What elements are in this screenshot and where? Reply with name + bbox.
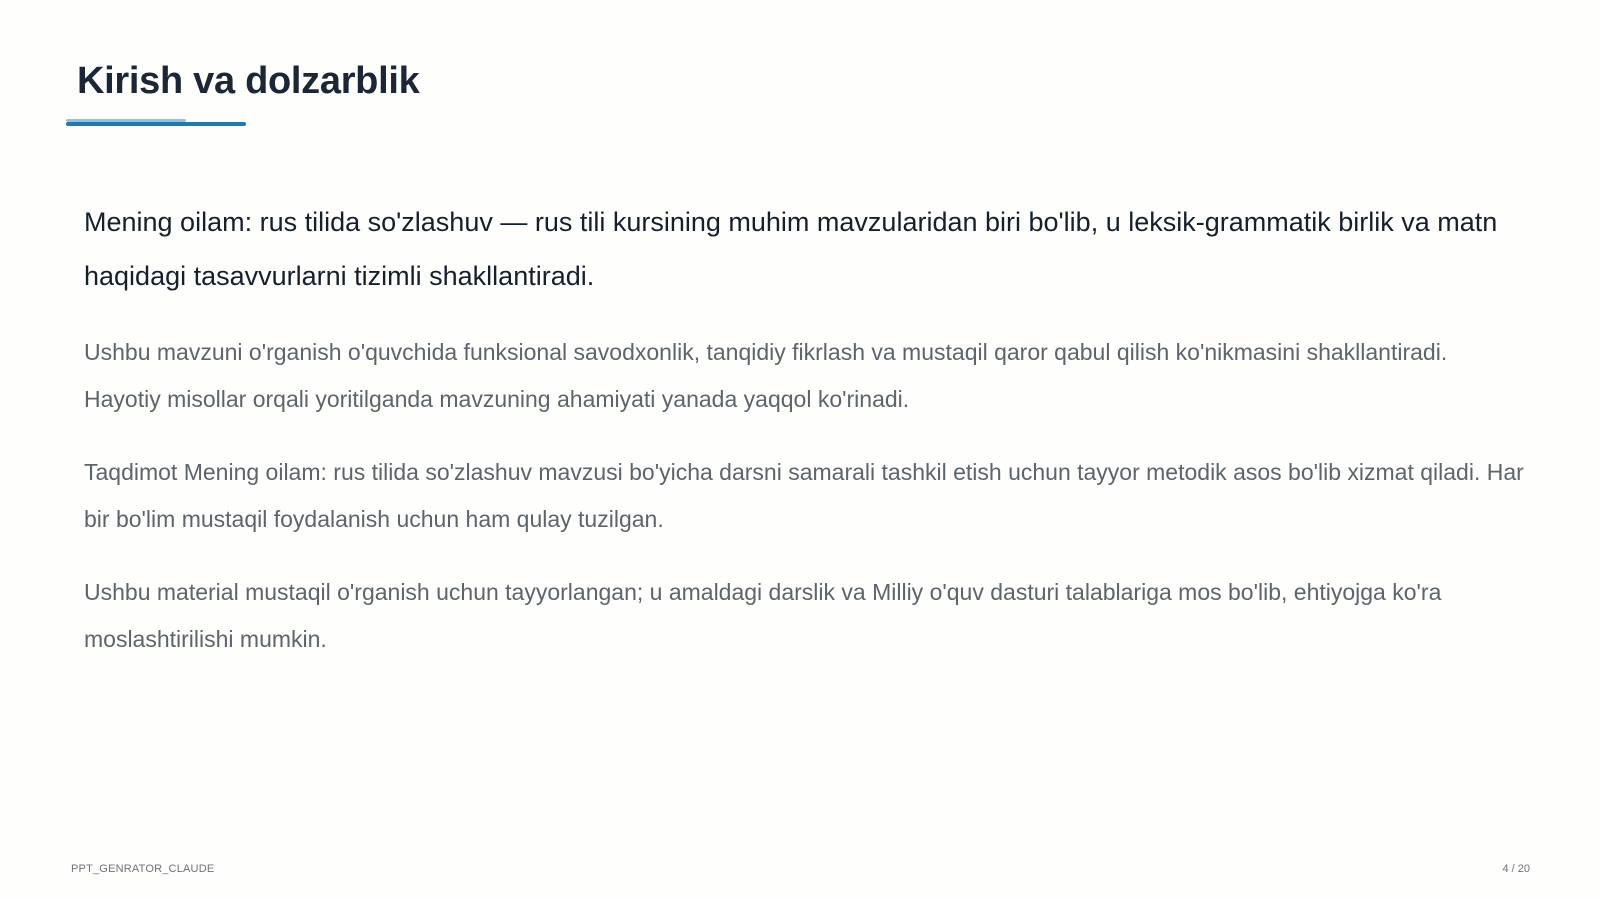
body-paragraph: Ushbu material mustaqil o'rganish uchun tayyorlangan; u amaldagi darslik va Milliy o'quv dasturi talablariga mos bo'lib, ehtiyojga ko'ra moslashtirilishi mumkin.: [84, 579, 1442, 652]
title-underline: [66, 122, 246, 126]
body-paragraph: Taqdimot Mening oilam: rus tilida so'zlashuv mavzusi bo'yicha darsni samarali tashkil etish uchun tayyor metodik asos bo'lib xizmat qiladi. Har bir bo'lim mustaqil foydalanish uchun ham qulay tuzilgan.: [84, 459, 1524, 532]
slide-title: Kirish va dolzarblik: [77, 60, 420, 102]
lead-paragraph: Mening oilam: rus tilida so'zlashuv — rus tili kursining muhim mavzularidan biri bo'lib, u leksik-grammatik birlik va matn haqidagi tasavvurlarni tizimli shakllantiradi.: [84, 207, 1498, 291]
body-paragraph: Ushbu mavzuni o'rganish o'quvchida funksional savodxonlik, tanqidiy fikrlash va mustaqil qaror qabul qilish ko'nikmasini shakllantiradi. Hayotiy misollar orqali yoritilganda mavzuning ahamiyati yanada yaqqol ko'rinadi.: [84, 339, 1448, 412]
footer-brand: PPT_GENRATOR_CLAUDE: [71, 863, 215, 875]
page-number: 4 / 20: [1502, 863, 1530, 875]
slide-content: [84, 195, 1524, 689]
title-underline-bar: [66, 122, 246, 126]
